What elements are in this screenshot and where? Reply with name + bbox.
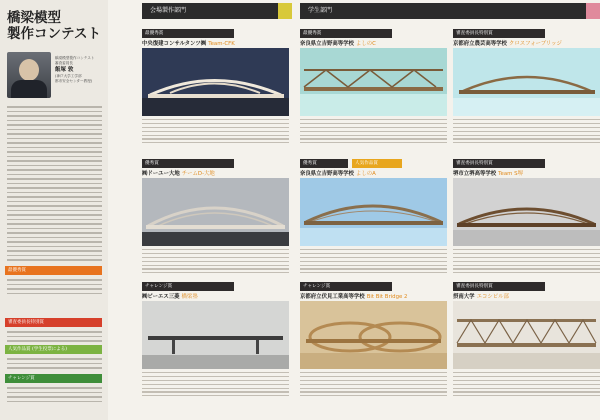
left-column [0,0,108,420]
bridge-photo [453,48,600,116]
entry-description [142,119,289,146]
bridge-photo [453,178,600,246]
entry-title [453,169,523,177]
team-name: エコシビル部 [476,294,509,300]
school-name: 中央復建コンサルタンツ㈱ [142,41,207,47]
school-name: ㈱ビーエス三菱 [142,294,180,300]
bridge-photo [453,301,600,369]
judge-photo [7,52,51,98]
entry-description [142,249,289,276]
entry-description [142,372,289,399]
award-label-popular: 人気作品賞 [352,159,402,168]
sidebar-text-4 [7,387,102,405]
section-tab-venue [278,3,292,19]
award-label: チャレンジ賞 [142,282,234,291]
school-name: 京都府立伏見工業高等学校 [300,294,365,300]
award-label: 審査委員長特別賞 [453,282,545,291]
entry-title [453,39,562,47]
sidebar-text-3 [7,358,102,372]
award-label: 優秀賞 [142,159,234,168]
judge-affiliation-1: (神戸大学工学部 [55,74,82,78]
team-name: Team-CFK [208,41,235,47]
award-label: 優秀賞 [300,159,348,168]
bridge-photo [300,178,447,246]
bridge-photo [300,48,447,116]
school-name: 奈良県立吉野高等学校 [300,41,354,47]
title-line-2: 製作コンテスト [7,26,101,42]
team-name: 橋梁塾 [181,294,198,300]
entry-description [300,249,447,276]
bridge-photo [142,48,289,116]
entry-title [453,292,509,300]
entry-title [300,39,376,47]
section-tab-students [586,3,600,19]
entry-description [453,119,600,146]
judge-bio [55,56,105,84]
school-name: ㈱ドーユー大地 [142,171,180,177]
bridge-photo [142,301,289,369]
entry-title [142,169,215,177]
team-name: よしのC [355,41,376,47]
sidebar-popular-award-label: 人気作品賞 [8,347,31,352]
sidebar-challenge-award: チャレンジ賞 [5,374,102,383]
award-label: 審査委員長特別賞 [453,29,545,38]
entry-title [300,292,407,300]
school-name: 奈良県立吉野高等学校 [300,171,354,177]
sidebar-text-2 [7,331,102,345]
entry-description [453,249,600,276]
school-name: 摂南大学 [453,294,475,300]
judge-role-1: 橋梁模型製作コンテスト [55,56,95,60]
judge-role-2: 審査委員長 [55,61,73,65]
team-name: よしのA [355,171,376,177]
entry-title [142,39,235,47]
title-line-1: 橋梁模型 [7,10,61,26]
judge-affiliation-2: 都市安全センター教授) [55,79,93,83]
team-name: クロスフォーブリッジ [508,41,562,47]
school-name: 京都府立農芸高等学校 [453,41,507,47]
award-label: 審査委員長特別賞 [453,159,545,168]
page-title [7,10,101,42]
sidebar-special-award: 審査委員長特別賞 [5,318,102,327]
section-header-venue: 会場製作部門 [142,3,282,19]
bridge-photo [142,178,289,246]
sidebar-popular-award-sub: (学生投票による) [31,347,67,352]
team-name: Bit Bit Bridge 2 [366,294,408,300]
entry-description [453,372,600,399]
award-label: 最優秀賞 [142,29,234,38]
team-name: Team S堺 [498,171,523,177]
entry-title [300,169,376,177]
sidebar-popular-award [5,345,102,354]
entry-description [300,119,447,146]
judge-name: 飯塚 敦 [55,67,74,73]
sidebar-text-1 [7,279,102,297]
section-header-students: 学生部門 [300,3,600,19]
school-name: 堺市立堺高等学校 [453,171,497,177]
team-name: チームD-大地 [181,171,215,177]
intro-text [7,106,102,264]
sidebar-best-award: 最優秀賞 [5,266,102,275]
entry-description [300,372,447,399]
entry-title [142,292,198,300]
award-label: 最優秀賞 [300,29,392,38]
award-label: チャレンジ賞 [300,282,392,291]
bridge-photo [300,301,447,369]
